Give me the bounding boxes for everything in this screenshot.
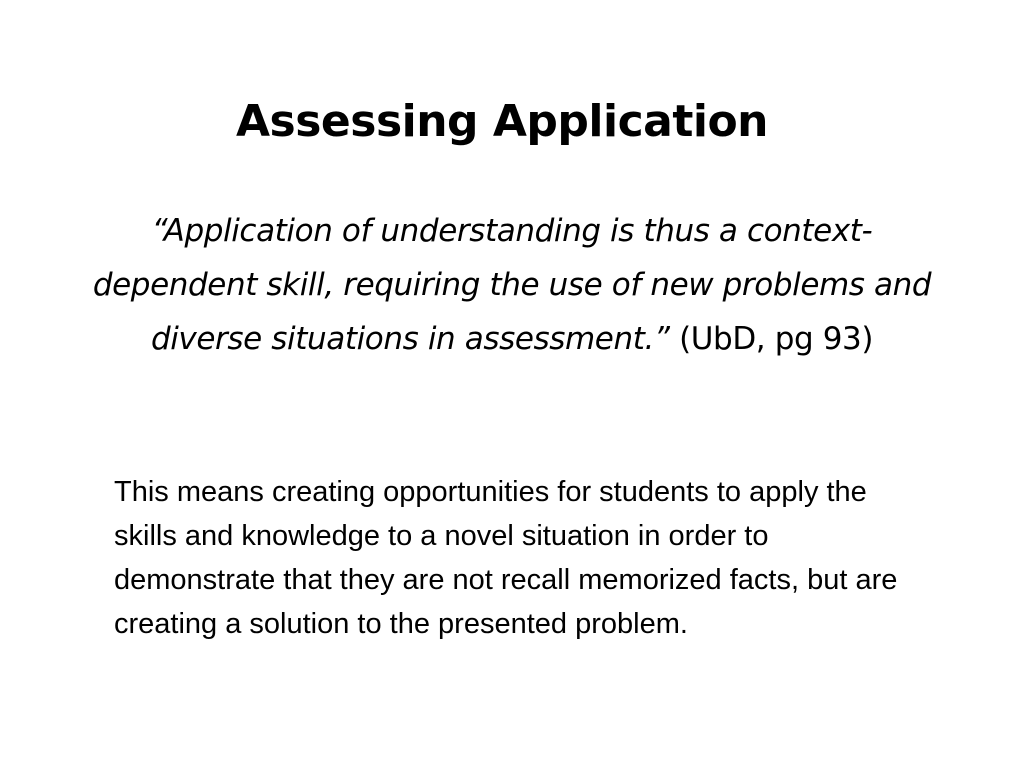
quote-citation: (UbD, pg 93) <box>679 321 874 357</box>
body-paragraph: This means creating opportunities for students to apply the skills and knowledge to a novel situation in order to demonstrate that they are not recall memorized facts, but are creating a solution to the presented problem. <box>114 476 898 640</box>
slide-title: Assessing Application <box>235 96 769 147</box>
quote-text: “Application of understanding is thus a context-dependent skill, requiring the use of new problems and diverse situations in assessment.” <box>92 213 932 357</box>
quote-block <box>86 204 938 366</box>
